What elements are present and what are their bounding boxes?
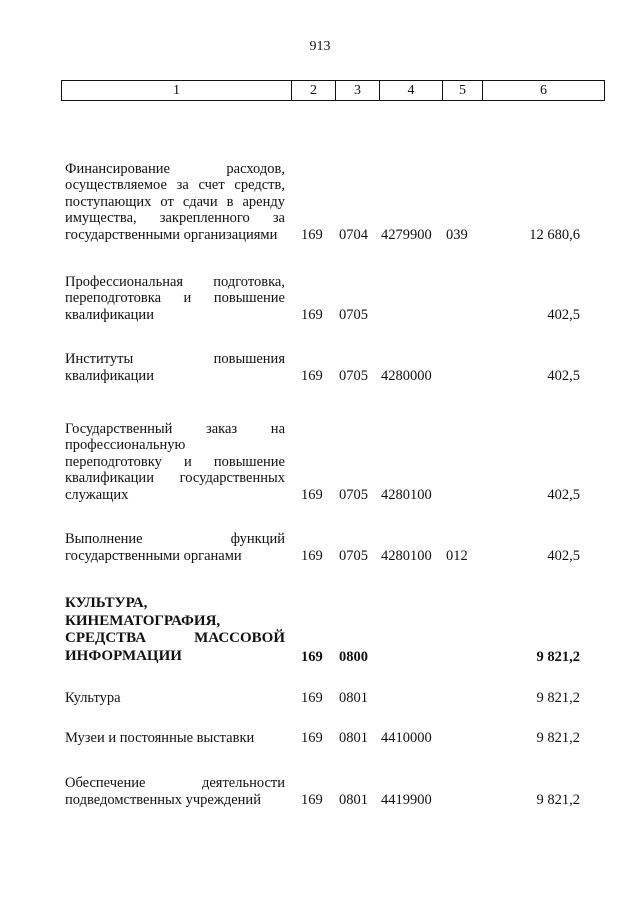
ministry-code: 169 <box>301 306 323 323</box>
column-header-1: 1 <box>173 83 180 98</box>
amount-value: 9 821,2 <box>536 791 580 808</box>
expense-type-code: 012 <box>446 547 468 564</box>
ministry-code: 169 <box>301 648 323 665</box>
expense-type-code: 039 <box>446 226 468 243</box>
row-description: Государственный заказ на профессиональную переподготовку и повышение квалификации государственных служащих <box>65 420 285 503</box>
row-description: Культура <box>65 689 121 706</box>
target-code: 4419900 <box>381 791 432 808</box>
row-description: Финансирование расходов, осуществляемое за счет средств, поступающих от сдачи в аренду имущества, закрепленного за государственными организациями <box>65 160 285 243</box>
ministry-code: 169 <box>301 689 323 706</box>
row-description: Институты повышения квалификации <box>65 351 285 384</box>
section-code: 0801 <box>339 791 368 808</box>
row-description: Профессиональная подготовка, переподготовка и повышение квалификации <box>65 273 285 323</box>
section-code: 0705 <box>339 486 368 503</box>
target-code: 4280000 <box>381 367 432 384</box>
page-number: 913 <box>309 39 331 54</box>
target-code: 4280100 <box>381 486 432 503</box>
column-header-5: 5 <box>442 81 482 100</box>
column-header-2: 2 <box>291 81 335 100</box>
section-code: 0801 <box>339 729 368 746</box>
row-description: Обеспечение деятельности подведомственных учреждений <box>65 775 285 808</box>
amount-value: 9 821,2 <box>536 729 580 746</box>
column-header-6: 6 <box>482 81 604 100</box>
amount-value: 9 821,2 <box>536 648 580 665</box>
row-description: Выполнение функций государственными органами <box>65 531 285 564</box>
ministry-code: 169 <box>301 729 323 746</box>
ministry-code: 169 <box>301 226 323 243</box>
target-code: 4410000 <box>381 729 432 746</box>
section-code: 0705 <box>339 367 368 384</box>
target-code: 4280100 <box>381 547 432 564</box>
amount-value: 9 821,2 <box>536 689 580 706</box>
ministry-code: 169 <box>301 486 323 503</box>
section-code: 0801 <box>339 689 368 706</box>
section-code: 0704 <box>339 226 368 243</box>
row-description: Музеи и постоянные выставки <box>65 729 255 746</box>
amount-value: 402,5 <box>547 306 580 323</box>
row-description: КУЛЬТУРА, КИНЕМАТОГРАФИЯ, СРЕДСТВА МАССОВОЙ ИНФОРМАЦИИ <box>65 595 285 664</box>
column-header-3: 3 <box>335 81 379 100</box>
ministry-code: 169 <box>301 547 323 564</box>
amount-value: 402,5 <box>547 486 580 503</box>
section-code: 0705 <box>339 306 368 323</box>
amount-value: 12 680,6 <box>529 226 580 243</box>
ministry-code: 169 <box>301 367 323 384</box>
ministry-code: 169 <box>301 791 323 808</box>
target-code: 4279900 <box>381 226 432 243</box>
amount-value: 402,5 <box>547 547 580 564</box>
section-code: 0705 <box>339 547 368 564</box>
amount-value: 402,5 <box>547 367 580 384</box>
section-code: 0800 <box>339 648 368 665</box>
column-header-4: 4 <box>379 81 442 100</box>
